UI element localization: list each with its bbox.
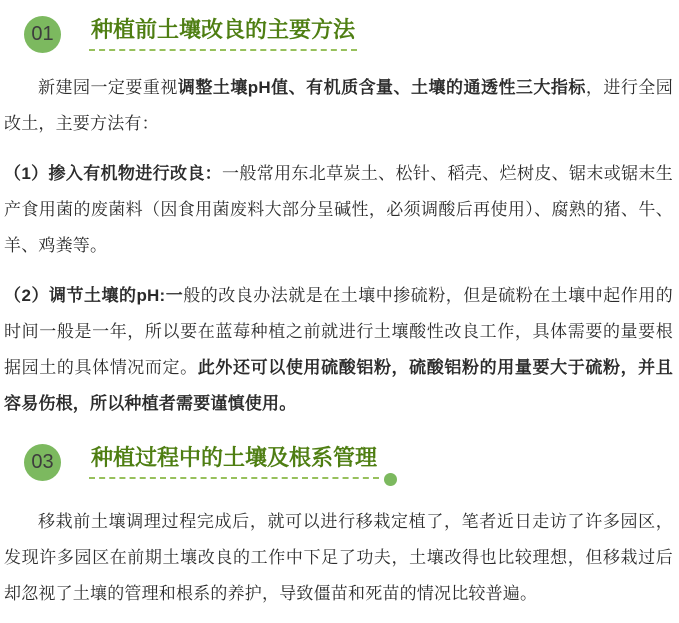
section-title: 种植前土壤改良的主要方法 bbox=[89, 17, 357, 51]
text-run: 移栽前土壤调理过程完成后，就可以进行移栽定植了，笔者近日走访了许多园区，发现许多园区在前期土壤改良的工作中下足了功夫，土壤改得也比较理想，但移栽过后却忽视了土壤的管理和根系的养护，导致僵苗和死苗的情况比较普遍。 bbox=[4, 512, 673, 603]
text-run: ，进行全园改土，主要方法有： bbox=[4, 78, 673, 133]
paragraph-intro bbox=[4, 70, 673, 142]
underline-end-dot-icon bbox=[384, 473, 397, 486]
text-run: 一般常用东北草炭土、松针、稻壳、烂树皮、锯末或锯末生产食用菌的废菌料（因食用菌废料大部分呈碱性，必须调酸后再使用）、腐熟的猪、牛、羊、鸡粪等。 bbox=[4, 164, 673, 255]
paragraph-method-2 bbox=[4, 278, 673, 422]
text-run: 般的改良办法就是在土壤中掺硫粉，但是硫粉在土壤中起作用的时间一般是一年，所以要在蓝莓种植之前就进行土壤酸性改良工作，具体需要的量要根据园土的具体情况而定。 bbox=[4, 286, 673, 377]
section-number-badge: 01 bbox=[24, 16, 61, 53]
section-title: 种植过程中的土壤及根系管理 bbox=[89, 445, 379, 479]
text-run: 新建园一定要重视 bbox=[38, 78, 178, 97]
text-run-bold: （2）调节土壤的pH:一 bbox=[4, 286, 184, 305]
paragraph-transplant bbox=[4, 504, 673, 612]
section-header-03 bbox=[24, 440, 679, 484]
section-title-wrap bbox=[89, 445, 379, 479]
section-number-badge: 03 bbox=[24, 444, 61, 481]
section-title-wrap bbox=[89, 17, 357, 51]
text-run-bold: 调整土壤pH值、有机质含量、土壤的通透性三大指标 bbox=[177, 78, 586, 97]
text-run-bold: 此外还可以使用硫酸铝粉，硫酸铝粉的用量要大于硫粉，并且容易伤根，所以种植者需要谨慎使用。 bbox=[4, 358, 673, 413]
paragraph-method-1 bbox=[4, 156, 673, 264]
text-run-bold: （1）掺入有机物进行改良： bbox=[4, 164, 223, 183]
section-header-01 bbox=[24, 12, 679, 56]
